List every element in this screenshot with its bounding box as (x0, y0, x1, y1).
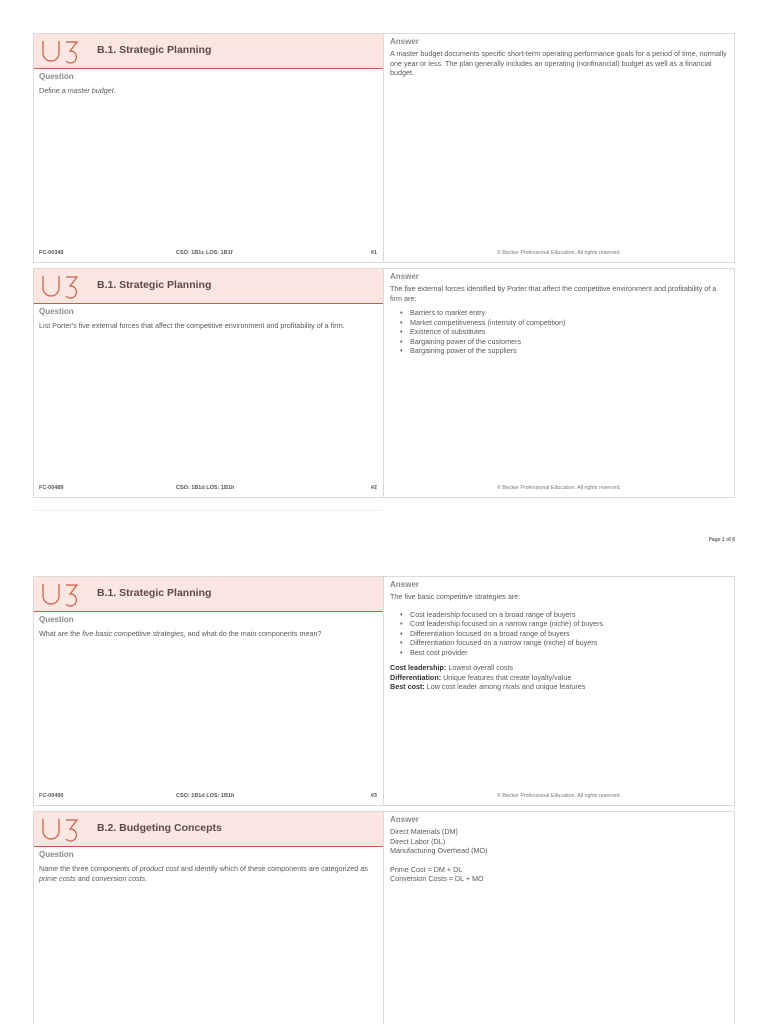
cso-los: CSO: 1B1c LOS: 1B1f (176, 250, 233, 256)
fc-id: FC-00489 (39, 485, 64, 491)
answer-label: Answer (390, 272, 419, 281)
section-title: B.1. Strategic Planning (97, 587, 212, 599)
flashcard-2 (33, 268, 735, 498)
card-header (34, 577, 383, 612)
answer-panel (384, 812, 734, 1024)
section-title: B.1. Strategic Planning (97, 44, 212, 56)
question-panel (34, 812, 384, 1024)
question-text: What are the five basic competitive strategies, and what do the main components mean? (39, 629, 322, 638)
answer-body (390, 827, 730, 884)
card-number: #2 (370, 485, 377, 491)
answer-intro: The five external forces identified by Porter that affect the competitive environment and profitability of a firm are: (390, 284, 717, 303)
u3-logo-icon (41, 817, 81, 843)
card-header (34, 34, 383, 69)
flashcard-1 (33, 33, 735, 263)
u3-logo-icon (41, 274, 81, 300)
answer-body (390, 284, 730, 361)
card-header (34, 812, 383, 847)
answer-text: A master budget documents specific short-term operating performance goals for a period of time, normally one year or less. The plan generally includes an operating (nonfinancial) budget as well as a financial budget. (390, 49, 727, 77)
answer-line: Manufacturing Overhead (MO) (390, 846, 488, 855)
answer-intro: The five basic competitive strategies are: (390, 592, 521, 601)
list-item: • Cost leadership focused on a broad range of buyers (400, 610, 730, 620)
answer-list (400, 308, 730, 356)
flashcard-3 (33, 576, 735, 806)
question-text: Define a master budget. (39, 86, 116, 95)
definition-row: Differentiation: Unique features that create loyalty/value (390, 672, 572, 682)
cso-los: CSO: 1B1d LOS: 1B1h (176, 485, 235, 491)
question-label: Question (39, 72, 74, 81)
list-item: • Bargaining power of the suppliers (400, 346, 730, 356)
fc-id: FC-00490 (39, 793, 64, 799)
copyright: © Becker Professional Education. All rights reserved. (496, 250, 622, 256)
list-item: • Bargaining power of the customers (400, 337, 730, 347)
question-label: Question (39, 850, 74, 859)
u3-logo-icon (41, 582, 81, 608)
list-item: • Barriers to market entry (400, 308, 730, 318)
page-number: Page 1 of 6 (708, 537, 735, 543)
answer-line: Direct Materials (DM) (390, 827, 458, 836)
card-number: #1 (370, 250, 377, 256)
list-item: • Market competitiveness (intensity of competition) (400, 318, 730, 328)
question-text: Name the three components of product cost and identify which of these components are categorized as prime costs and conversion costs. (39, 864, 368, 883)
question-panel (34, 269, 384, 497)
copyright: © Becker Professional Education. All rights reserved. (496, 485, 622, 491)
section-title: B.1. Strategic Planning (97, 279, 212, 291)
question-panel (34, 577, 384, 805)
answer-label: Answer (390, 37, 419, 46)
card-number: #3 (370, 793, 377, 799)
cso-los: CSO: 1B1d LOS: 1B1h (176, 793, 235, 799)
answer-panel (384, 577, 734, 805)
u3-logo-icon (41, 39, 81, 65)
answer-panel (384, 34, 734, 262)
list-item: • Differentiation focused on a narrow range (niche) of buyers (400, 638, 730, 648)
section-title: B.2. Budgeting Concepts (97, 822, 222, 834)
question-label: Question (39, 615, 74, 624)
answer-label: Answer (390, 580, 419, 589)
question-text: List Porter's five external forces that affect the competitive environment and profitability of a firm. (39, 321, 345, 330)
copyright: © Becker Professional Education. All rights reserved. (496, 793, 622, 799)
question-label: Question (39, 307, 74, 316)
card-header (34, 269, 383, 304)
answer-list (400, 610, 730, 658)
answer-line: Direct Labor (DL) (390, 836, 446, 846)
answer-line: Prime Cost = DM + DL (390, 864, 463, 874)
question-panel (34, 34, 384, 262)
definition-row: Cost leadership: Lowest overall costs (390, 663, 514, 672)
answer-line: Conversion Costs = DL + MO (390, 874, 484, 883)
fc-id: FC-00349 (39, 250, 64, 256)
answer-label: Answer (390, 815, 419, 824)
flashcard-4 (33, 811, 735, 1024)
answer-body (390, 592, 730, 692)
list-item: • Cost leadership focused on a narrow range (niche) of buyers (400, 619, 730, 629)
list-item: • Differentiation focused on a broad range of buyers (400, 629, 730, 639)
divider (33, 510, 383, 511)
definition-row: Best cost: Low cost leader among rivals and unique features (390, 682, 586, 691)
list-item: • Best cost provider (400, 648, 730, 658)
list-item: • Existence of substitutes (400, 327, 730, 337)
answer-panel (384, 269, 734, 497)
